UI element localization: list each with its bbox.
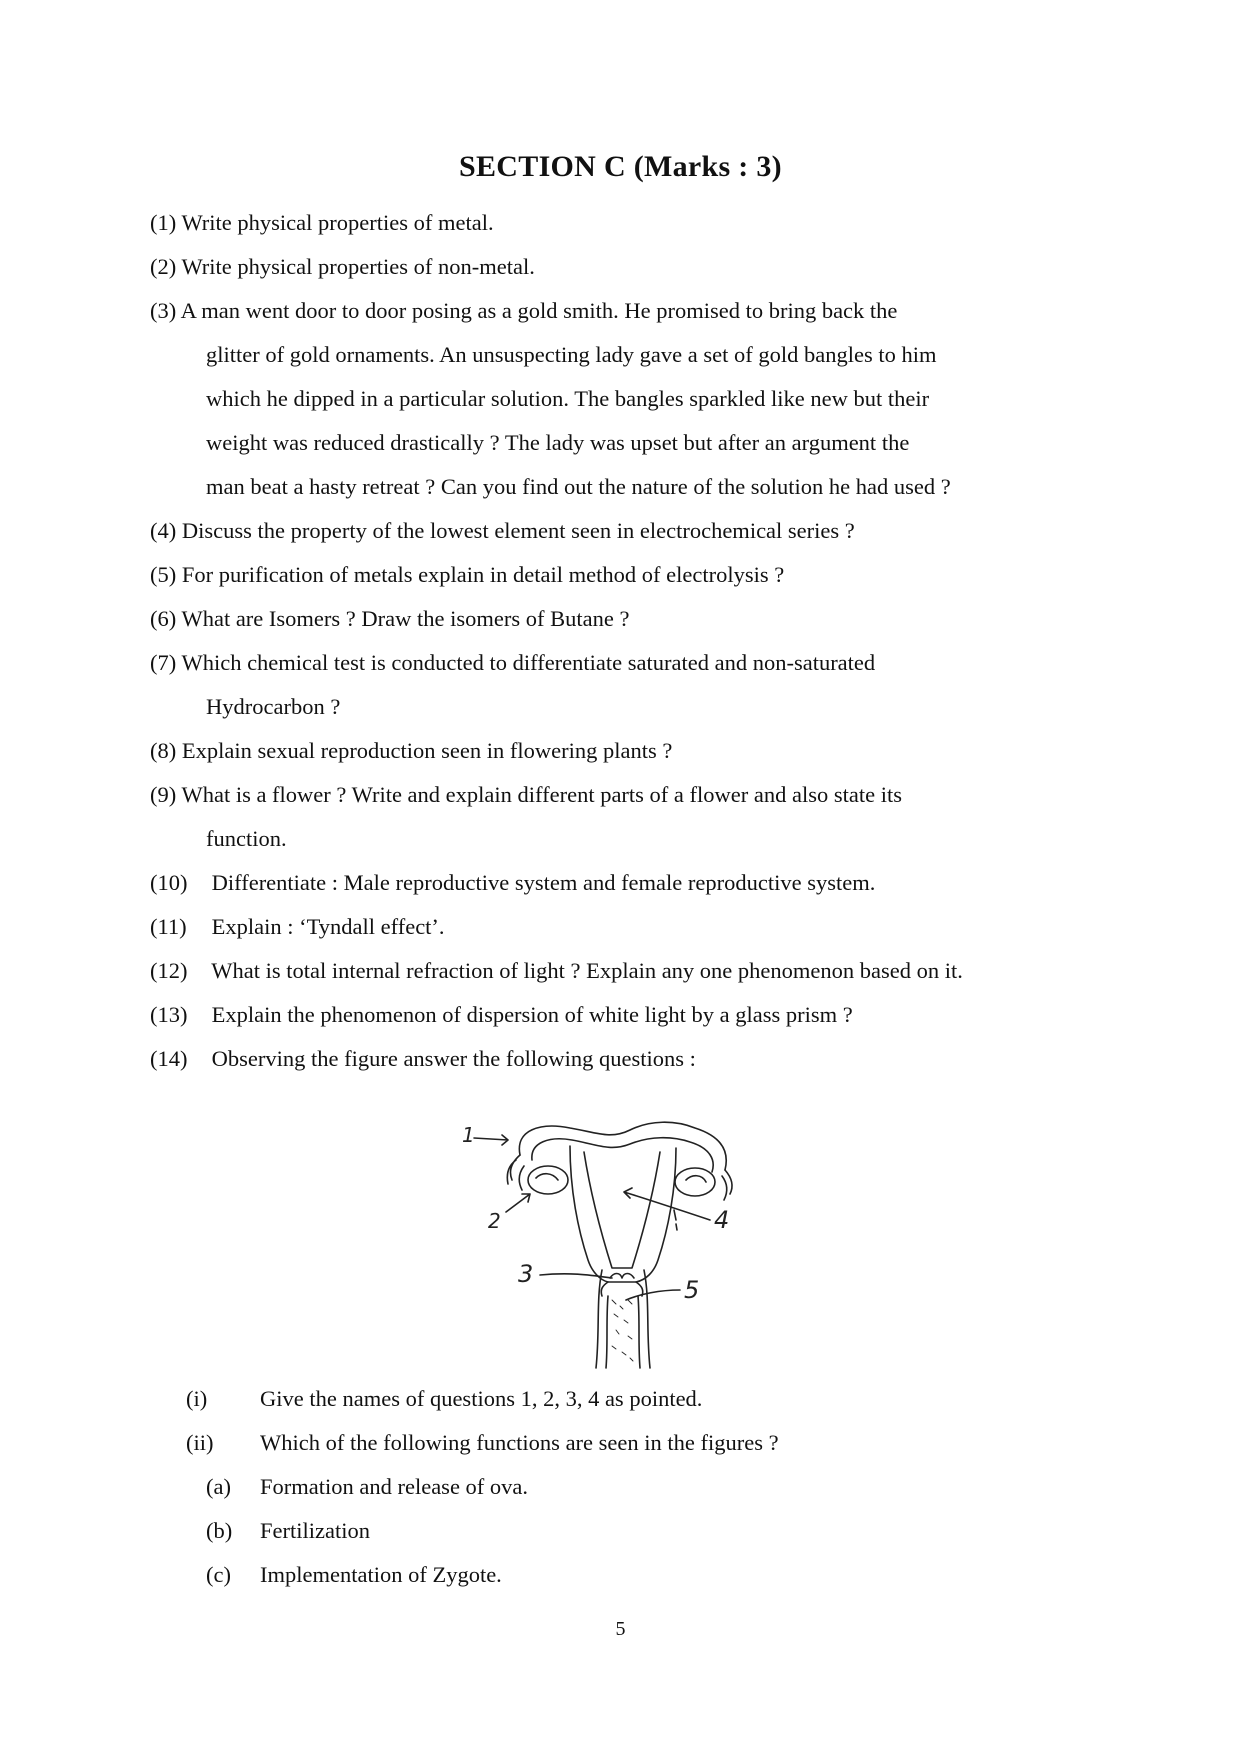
question-number: (6) xyxy=(150,606,177,631)
question-number: (4) xyxy=(150,518,177,543)
question-text: Write physical properties of non-metal. xyxy=(181,254,535,279)
question-text: Which chemical test is conducted to differentiate saturated and non-saturated xyxy=(181,650,876,675)
question-text: Differentiate : Male reproductive system and female reproductive system. xyxy=(211,870,876,895)
option-a xyxy=(206,1465,1086,1509)
figure-label-1: 1 xyxy=(462,1123,475,1147)
option-b xyxy=(206,1509,1086,1553)
cervix-outline xyxy=(601,1282,643,1296)
reproductive-system-figure xyxy=(460,1100,790,1380)
question-number: (3) xyxy=(150,298,177,323)
question-number: (5) xyxy=(150,562,177,587)
sub-question-label: (i) xyxy=(186,1386,208,1411)
sub-question-i xyxy=(186,1377,1086,1421)
question-1 xyxy=(150,201,1100,245)
question-12 xyxy=(150,949,1150,993)
cervix-opening xyxy=(610,1274,634,1279)
side-mark xyxy=(674,1210,677,1230)
section-title: SECTION C (Marks : 3) xyxy=(459,150,782,183)
question-number: (1) xyxy=(150,210,177,235)
sub-question-ii xyxy=(186,1421,1086,1465)
option-label: (a) xyxy=(206,1474,231,1499)
question-3-line-2: glitter of gold ornaments. An unsuspecting lady gave a set of gold bangles to him xyxy=(206,342,937,367)
question-7-line-2: Hydrocarbon ? xyxy=(206,694,341,719)
question-2 xyxy=(150,245,1100,289)
pointer-5 xyxy=(626,1290,680,1300)
option-text: Fertilization xyxy=(260,1518,370,1543)
figure-label-2: 2 xyxy=(488,1209,501,1233)
question-number: (14) xyxy=(150,1046,188,1071)
question-14 xyxy=(150,1037,1100,1081)
vagina-texture xyxy=(612,1300,633,1361)
ovary-detail xyxy=(536,1174,706,1182)
sub-question-label: (ii) xyxy=(186,1430,214,1455)
figure-label-3: 3 xyxy=(518,1260,534,1288)
option-label: (b) xyxy=(206,1518,233,1543)
option-label: (c) xyxy=(206,1562,231,1587)
question-8 xyxy=(150,729,1100,773)
question-number: (2) xyxy=(150,254,177,279)
question-6 xyxy=(150,597,1100,641)
question-text: A man went door to door posing as a gold smith. He promised to bring back the xyxy=(180,298,898,323)
fimbriae-left xyxy=(507,1155,524,1190)
question-3-line-4: weight was reduced drastically ? The lady was upset but after an argument the xyxy=(206,430,910,455)
figure-label-5: 5 xyxy=(684,1276,700,1304)
question-text: Write physical properties of metal. xyxy=(181,210,494,235)
sub-question-text: Give the names of questions 1, 2, 3, 4 as pointed. xyxy=(260,1386,703,1411)
question-text: Explain : ‘Tyndall effect’. xyxy=(211,914,445,939)
question-text: What is total internal refraction of light ? Explain any one phenomenon based on it. xyxy=(211,958,963,983)
pointer-2 xyxy=(506,1194,530,1212)
question-number: (12) xyxy=(150,958,188,983)
question-number: (8) xyxy=(150,738,177,763)
question-3 xyxy=(150,289,1100,333)
question-number: (13) xyxy=(150,1002,188,1027)
vagina-inner xyxy=(606,1296,640,1368)
question-13 xyxy=(150,993,1100,1037)
uterus-cavity xyxy=(584,1152,660,1268)
question-3-line-3: which he dipped in a particular solution. The bangles sparkled like new but their xyxy=(206,386,930,411)
pointer-1 xyxy=(474,1135,508,1145)
sub-question-text: Which of the following functions are seen in the figures ? xyxy=(260,1430,779,1455)
question-text: What are Isomers ? Draw the isomers of Butane ? xyxy=(181,606,630,631)
question-10 xyxy=(150,861,1100,905)
pointer-4 xyxy=(624,1188,710,1220)
question-text: What is a flower ? Write and explain different parts of a flower and also state its xyxy=(181,782,902,807)
question-9-line-2: function. xyxy=(206,826,287,851)
question-text: Discuss the property of the lowest element seen in electrochemical series ? xyxy=(181,518,855,543)
question-text: Observing the figure answer the following questions : xyxy=(211,1046,696,1071)
question-11 xyxy=(150,905,1100,949)
question-number: (11) xyxy=(150,914,187,939)
option-text: Implementation of Zygote. xyxy=(260,1562,502,1587)
question-5 xyxy=(150,553,1100,597)
question-number: (9) xyxy=(150,782,177,807)
question-text: Explain sexual reproduction seen in flowering plants ? xyxy=(181,738,673,763)
right-ovary xyxy=(675,1168,715,1196)
question-7 xyxy=(150,641,1100,685)
question-number: (7) xyxy=(150,650,177,675)
question-3-line-5: man beat a hasty retreat ? Can you find out the nature of the solution he had used ? xyxy=(206,474,951,499)
fallopian-tube-inner xyxy=(532,1138,713,1172)
question-4 xyxy=(150,509,1100,553)
option-c xyxy=(206,1553,1086,1597)
option-text: Formation and release of ova. xyxy=(260,1474,529,1499)
page-number: 5 xyxy=(615,1618,626,1640)
question-number: (10) xyxy=(150,870,188,895)
left-ovary xyxy=(528,1166,568,1194)
figure-label-4: 4 xyxy=(714,1206,730,1234)
fimbriae-right xyxy=(722,1170,732,1200)
question-text: Explain the phenomenon of dispersion of white light by a glass prism ? xyxy=(211,1002,853,1027)
question-9 xyxy=(150,773,1100,817)
question-text: For purification of metals explain in detail method of electrolysis ? xyxy=(181,562,785,587)
